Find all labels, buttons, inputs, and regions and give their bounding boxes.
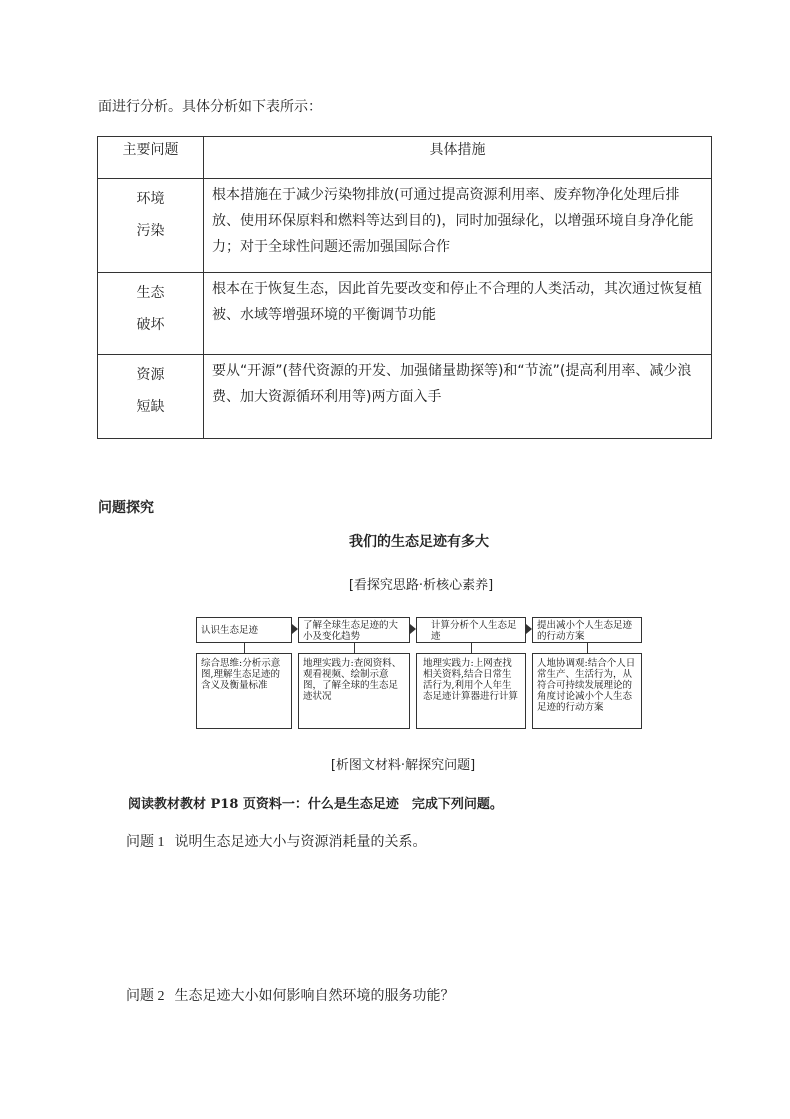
table-row	[98, 179, 712, 273]
connector-line	[244, 643, 245, 653]
table-row	[98, 355, 712, 439]
header-main-problem: 主要问题	[98, 137, 204, 179]
flow-step-box: 计算分析个人生态足迹	[416, 617, 526, 643]
section-heading: 问题探究	[98, 500, 154, 516]
competency-box: 人地协调观:结合个人日常生产、生活行为，从符合可持续发展理论的角度讨论减小个人生态足迹的行动方案	[532, 653, 642, 729]
bracket-heading-analyze: [析图文材料·解探究问题]	[330, 758, 476, 773]
problem-cell	[98, 273, 204, 355]
connector-line	[471, 643, 472, 653]
measure-cell: 要从“开源”(替代资源的开发、加强储量勘探等)和“节流”(提高利用率、减少浪费、加大资源循环利用等)两方面入手	[204, 355, 712, 439]
question-text: 说明生态足迹大小与资源消耗量的关系。	[174, 834, 427, 850]
connector-line	[587, 643, 588, 653]
flow-step-box: 了解全球生态足迹的大小及变化趋势	[298, 617, 410, 643]
measure-cell: 根本措施在于减少污染物排放(可通过提高资源利用率、废弃物净化处理后排放、使用环保原料和燃料等达到目的)，同时加强绿化，以增强环境自身净化能力；对于全球性问题还需加强国际合作	[204, 179, 712, 273]
question-text: 生态足迹大小如何影响自然环境的服务功能？	[174, 988, 455, 1004]
flow-step-box: 提出减小个人生态足迹的行动方案	[532, 617, 642, 643]
reading-instruction: 阅读教材教材 P18 页资料一：什么是生态足迹 完成下列问题。	[128, 797, 503, 812]
problem-cell	[98, 179, 204, 273]
competency-box: 综合思维:分析示意图,理解生态足迹的含义及衡量标准	[196, 653, 292, 729]
problem-label-line: 环境	[136, 191, 165, 207]
bracket-heading-think: [看探究思路·析核心素养]	[348, 578, 494, 593]
header-specific-measures: 具体措施	[204, 137, 712, 179]
table-header-row	[98, 137, 712, 179]
question-2	[126, 985, 455, 1005]
problem-label-line: 资源	[136, 367, 165, 383]
problem-label-line: 破坏	[136, 317, 165, 333]
question-1	[126, 831, 427, 851]
question-label: 问题 1	[126, 835, 165, 850]
problem-label-line: 污染	[136, 223, 165, 239]
measures-table	[97, 136, 712, 439]
flow-step-box: 认识生态足迹	[196, 617, 292, 643]
problem-label-line: 短缺	[136, 399, 165, 415]
measure-cell: 根本在于恢复生态，因此首先要改变和停止不合理的人类活动，其次通过恢复植被、水域等增强环境的平衡调节功能	[204, 273, 712, 355]
intro-text: 面进行分析。具体分析如下表所示：	[98, 99, 322, 115]
competency-box: 地理实践力:查阅资料、观看视频、绘制示意图，了解全球的生态足迹状况	[298, 653, 410, 729]
competency-box: 地理实践力:上网查找相关资料,结合日常生活行为,利用个人年生态足迹计算器进行计算	[416, 653, 526, 729]
connector-line	[354, 643, 355, 653]
inquiry-flow-diagram	[196, 610, 642, 732]
table-row	[98, 273, 712, 355]
problem-cell	[98, 355, 204, 439]
question-label: 问题 2	[126, 989, 165, 1004]
problem-label-line: 生态	[136, 285, 165, 301]
sub-title: 我们的生态足迹有多大	[349, 534, 489, 550]
